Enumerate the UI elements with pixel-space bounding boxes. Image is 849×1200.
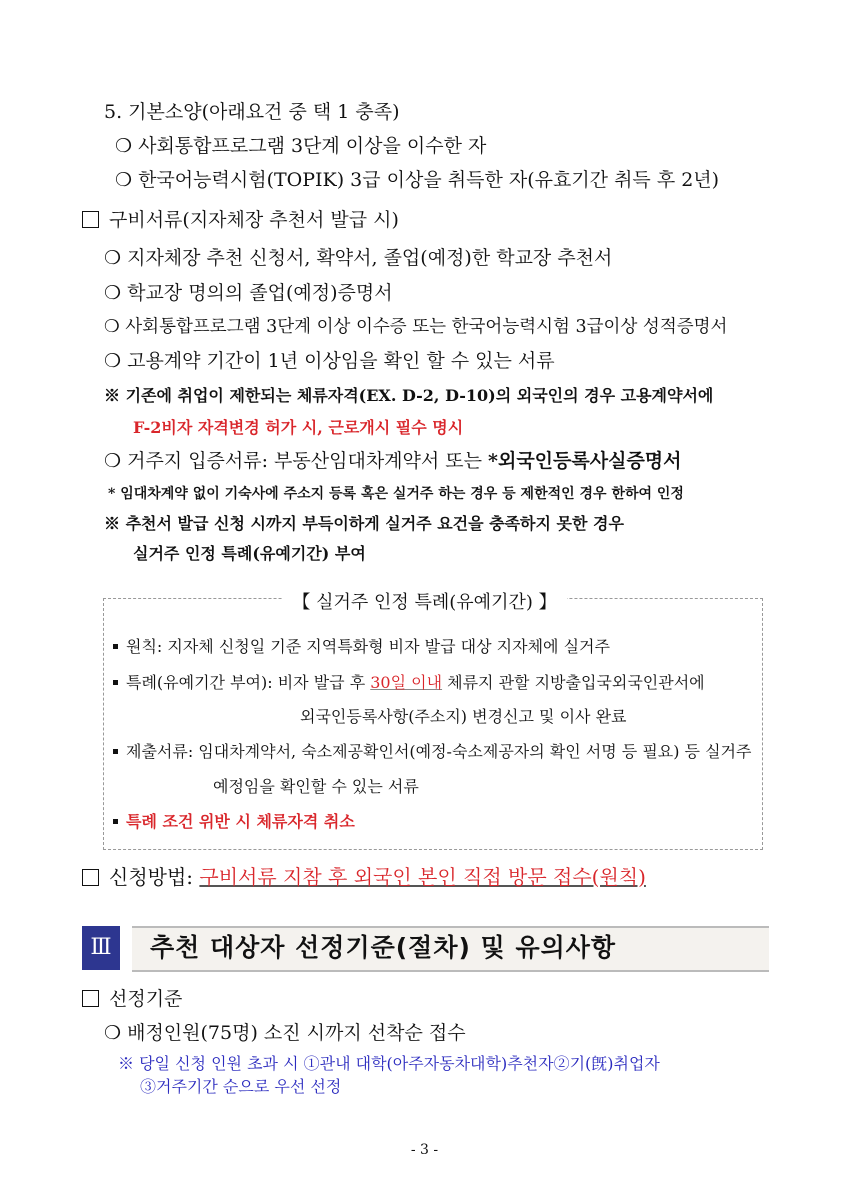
asterisk-note: * 임대차계약 없이 기숙사에 주소지 등록 혹은 실거주 하는 경우 등 제한적인 경우 한하여 인정 xyxy=(108,486,684,502)
documents-heading: 구비서류(지자체장 추천서 발급 시) xyxy=(82,208,399,232)
square-bullet-icon xyxy=(82,869,99,886)
list-item: ❍ 고용계약 기간이 1년 이상임을 확인 할 수 있는 서류 xyxy=(104,350,555,372)
criteria-note-2: ③거주기간 순으로 우선 선정 xyxy=(140,1077,342,1096)
square-bullet-icon xyxy=(113,749,118,754)
square-bullet-icon xyxy=(113,680,118,685)
list-item: ❍ 거주지 입증서류: 부동산임대차계약서 또는 *외국인등록사실증명서 xyxy=(104,450,682,472)
application-method: 신청방법: 구비서류 지참 후 외국인 본인 직접 방문 접수(원칙) xyxy=(82,865,646,889)
list-item: ❍ 지자체장 추천 신청서, 확약서, 졸업(예정)한 학교장 추천서 xyxy=(104,247,613,269)
list-item: ❍ 배정인원(75명) 소진 시까지 선착순 접수 xyxy=(104,1022,466,1044)
circle-bullet-icon: ❍ xyxy=(104,1022,122,1044)
list-item: ❍ 한국어능력시험(TOPIK) 3급 이상을 취득한 자(유효기간 취득 후 2년) xyxy=(115,169,720,191)
basic-heading: 5. 기본소양(아래요건 중 택 1 충족) xyxy=(104,101,400,123)
box-item: 제출서류: 임대차계약서, 숙소제공확인서(예정-숙소제공자의 확인 서명 등 필요) 등 실거주 xyxy=(113,741,751,763)
box-item-cont: 외국인등록사항(주소지) 변경신고 및 이사 완료 xyxy=(300,707,627,726)
circle-bullet-icon: ❍ xyxy=(104,317,120,337)
box-item-cont: 예정임을 확인할 수 있는 서류 xyxy=(213,777,419,796)
exception-box-title: 【 실거주 인정 특례(유예기간) 】 xyxy=(0,588,849,614)
box-item: 원칙: 지자체 신청일 기준 지역특화형 비자 발급 대상 지자체에 실거주 xyxy=(113,636,610,658)
circle-bullet-icon: ❍ xyxy=(115,135,133,157)
box-item-warning: 특례 조건 위반 시 체류자격 취소 xyxy=(113,811,355,833)
criteria-heading: 선정기준 xyxy=(82,987,182,1011)
note-restricted: ※ 기존에 취업이 제한되는 체류자격(EX. D-2, D-10)의 외국인의 경우 고용계약서에 xyxy=(104,386,714,405)
note-restricted-red: F-2비자 자격변경 허가 시, 근로개시 필수 명시 xyxy=(133,418,464,437)
circle-bullet-icon: ❍ xyxy=(115,169,133,191)
note-exception: ※ 추천서 발급 신청 시까지 부득이하게 실거주 요건을 충족하지 못한 경우 xyxy=(104,514,624,533)
note-exception-2: 실거주 인정 특례(유예기간) 부여 xyxy=(133,544,366,563)
list-item: ❍ 사회통합프로그램 3단계 이상을 이수한 자 xyxy=(115,135,487,157)
list-item: ❍ 사회통합프로그램 3단계 이상 이수증 또는 한국어능력시험 3급이상 성적증명서 xyxy=(104,317,728,337)
box-item: 특례(유예기간 부여): 비자 발급 후 30일 이내 체류지 관할 지방출입국외국인관서에 xyxy=(113,672,705,694)
square-bullet-icon xyxy=(113,819,118,824)
page-number: - 3 - xyxy=(410,1142,439,1158)
square-bullet-icon xyxy=(82,990,99,1007)
circle-bullet-icon: ❍ xyxy=(104,282,122,304)
section-title: 추천 대상자 선정기준(절차) 및 유의사항 xyxy=(150,933,617,962)
list-item: ❍ 학교장 명의의 졸업(예정)증명서 xyxy=(104,282,393,304)
circle-bullet-icon: ❍ xyxy=(104,350,122,372)
square-bullet-icon xyxy=(82,211,99,228)
section-number: Ⅲ xyxy=(82,926,120,970)
criteria-note: ※ 당일 신청 인원 초과 시 ①관내 대학(아주자동차대학)추천자②기(旣)취업자 xyxy=(118,1054,660,1073)
circle-bullet-icon: ❍ xyxy=(104,450,122,472)
circle-bullet-icon: ❍ xyxy=(104,247,122,269)
square-bullet-icon xyxy=(113,644,118,649)
